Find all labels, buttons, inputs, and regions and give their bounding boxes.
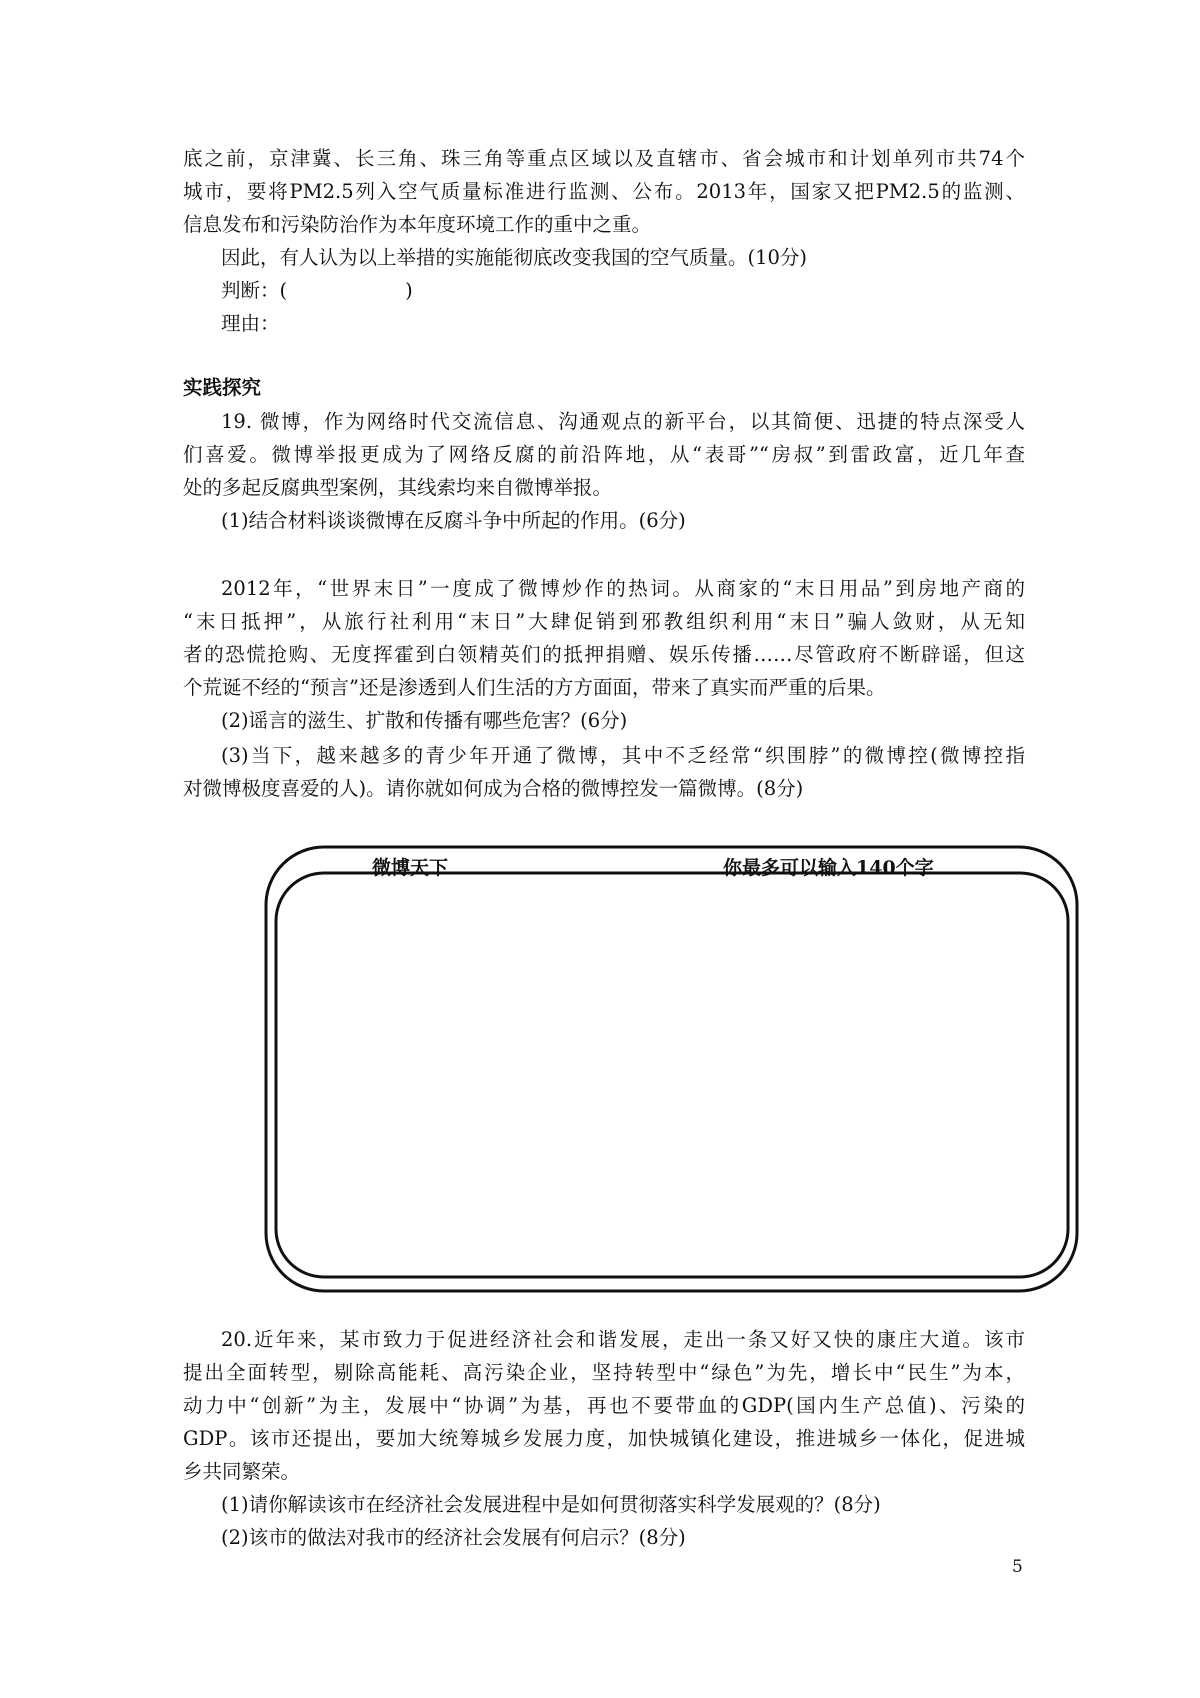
judge-close: ) bbox=[405, 279, 413, 302]
q19-sub1: (1)结合材料谈谈微博在反腐斗争中所起的作用。(6分) bbox=[221, 509, 686, 532]
q20-sub1: (1)请你解读该市在经济社会发展进程中是如何贯彻落实科学发展观的？(8分) bbox=[221, 1493, 881, 1516]
text-line: 们喜爱。微博举报更成为了网络反腐的前沿阵地，从“表哥”“房叔”到雷政富，近几年查 bbox=[183, 443, 1025, 466]
q19-sub2: (2)谣言的滋生、扩散和传播有哪些危害？(6分) bbox=[221, 709, 628, 732]
q19-intro bbox=[183, 405, 1025, 537]
text-line: 信息发布和污染防治作为本年度环境工作的重中之重。 bbox=[183, 213, 652, 236]
text-line: (3)当下，越来越多的青少年开通了微博，其中不乏经常“织围脖”的微博控(微博控指 bbox=[221, 744, 1025, 767]
text-line: “末日抵押”，从旅行社利用“末日”大肆促销到邪教组织利用“末日”骗人敛财，从无知 bbox=[183, 610, 1025, 633]
text-line: GDP。该市还提出，要加大统筹城乡发展力度，加快城镇化建设，推进城乡一体化，促进城 bbox=[183, 1427, 1025, 1450]
text-line: 处的多起反腐典型案例，其线索均来自微博举报。 bbox=[183, 476, 613, 499]
q20-sub2: (2)该市的做法对我市的经济社会发展有何启示？(8分) bbox=[221, 1526, 686, 1549]
text-line: 19. 微博，作为网络时代交流信息、沟通观点的新平台，以其简便、迅捷的特点深受人 bbox=[221, 410, 1025, 433]
text-line: 提出全面转型，剔除高能耗、高污染企业，坚持转型中“绿色”为先，增长中“民生”为本， bbox=[183, 1361, 1025, 1384]
page-number: 5 bbox=[1012, 1557, 1023, 1577]
weibo-answer-box[interactable] bbox=[264, 845, 1079, 1293]
text-line: 者的恐慌抢购、无度挥霍到白领精英们的抵押捐赠、娱乐传播……尽管政府不断辟谣，但这 bbox=[183, 643, 1025, 666]
text-line: 乡共同繁荣。 bbox=[183, 1460, 301, 1483]
q19-material2 bbox=[183, 572, 1025, 737]
text-line: 动力中“创新”为主，发展中“协调”为基，再也不要带血的GDP(国内生产总值)、污染的 bbox=[183, 1394, 1025, 1417]
text-line: 城市，要将PM2.5列入空气质量标准进行监测、公布。2013年，国家又把PM2.5的监测、 bbox=[183, 180, 1025, 203]
q18-reason-label: 理由： bbox=[221, 312, 280, 335]
q18-claim: 因此，有人认为以上举措的实施能彻底改变我国的空气质量。(10分) bbox=[221, 246, 808, 269]
q18-block bbox=[183, 241, 1025, 340]
text-line: 2012年，“世界末日”一度成了微博炒作的热词。从商家的“末日用品”到房地产商的 bbox=[221, 577, 1025, 600]
weibo-box-char-limit: 你最多可以输入140个字 bbox=[723, 857, 934, 879]
judge-label: 判断：( bbox=[221, 279, 288, 302]
text-line: 底之前，京津冀、长三角、珠三角等重点区域以及直辖市、省会城市和计划单列市共74个 bbox=[183, 147, 1025, 170]
text-line: 20.近年来，某市致力于促进经济社会和谐发展，走出一条又好又快的康庄大道。该市 bbox=[221, 1328, 1025, 1351]
weibo-box-title: 微博天下 bbox=[372, 857, 449, 879]
intro-paragraph bbox=[183, 142, 1025, 241]
q20-intro bbox=[183, 1323, 1025, 1554]
q19-sub3 bbox=[183, 739, 1025, 805]
text-line: 对微博极度喜爱的人)。请你就如何成为合格的微博控发一篇微博。(8分) bbox=[183, 777, 804, 800]
section-heading: 实践探究 bbox=[183, 376, 262, 399]
text-line: 个荒诞不经的“预言”还是渗透到人们生活的方方面面，带来了真实而严重的后果。 bbox=[183, 676, 886, 699]
q18-judge-line bbox=[183, 274, 1025, 307]
